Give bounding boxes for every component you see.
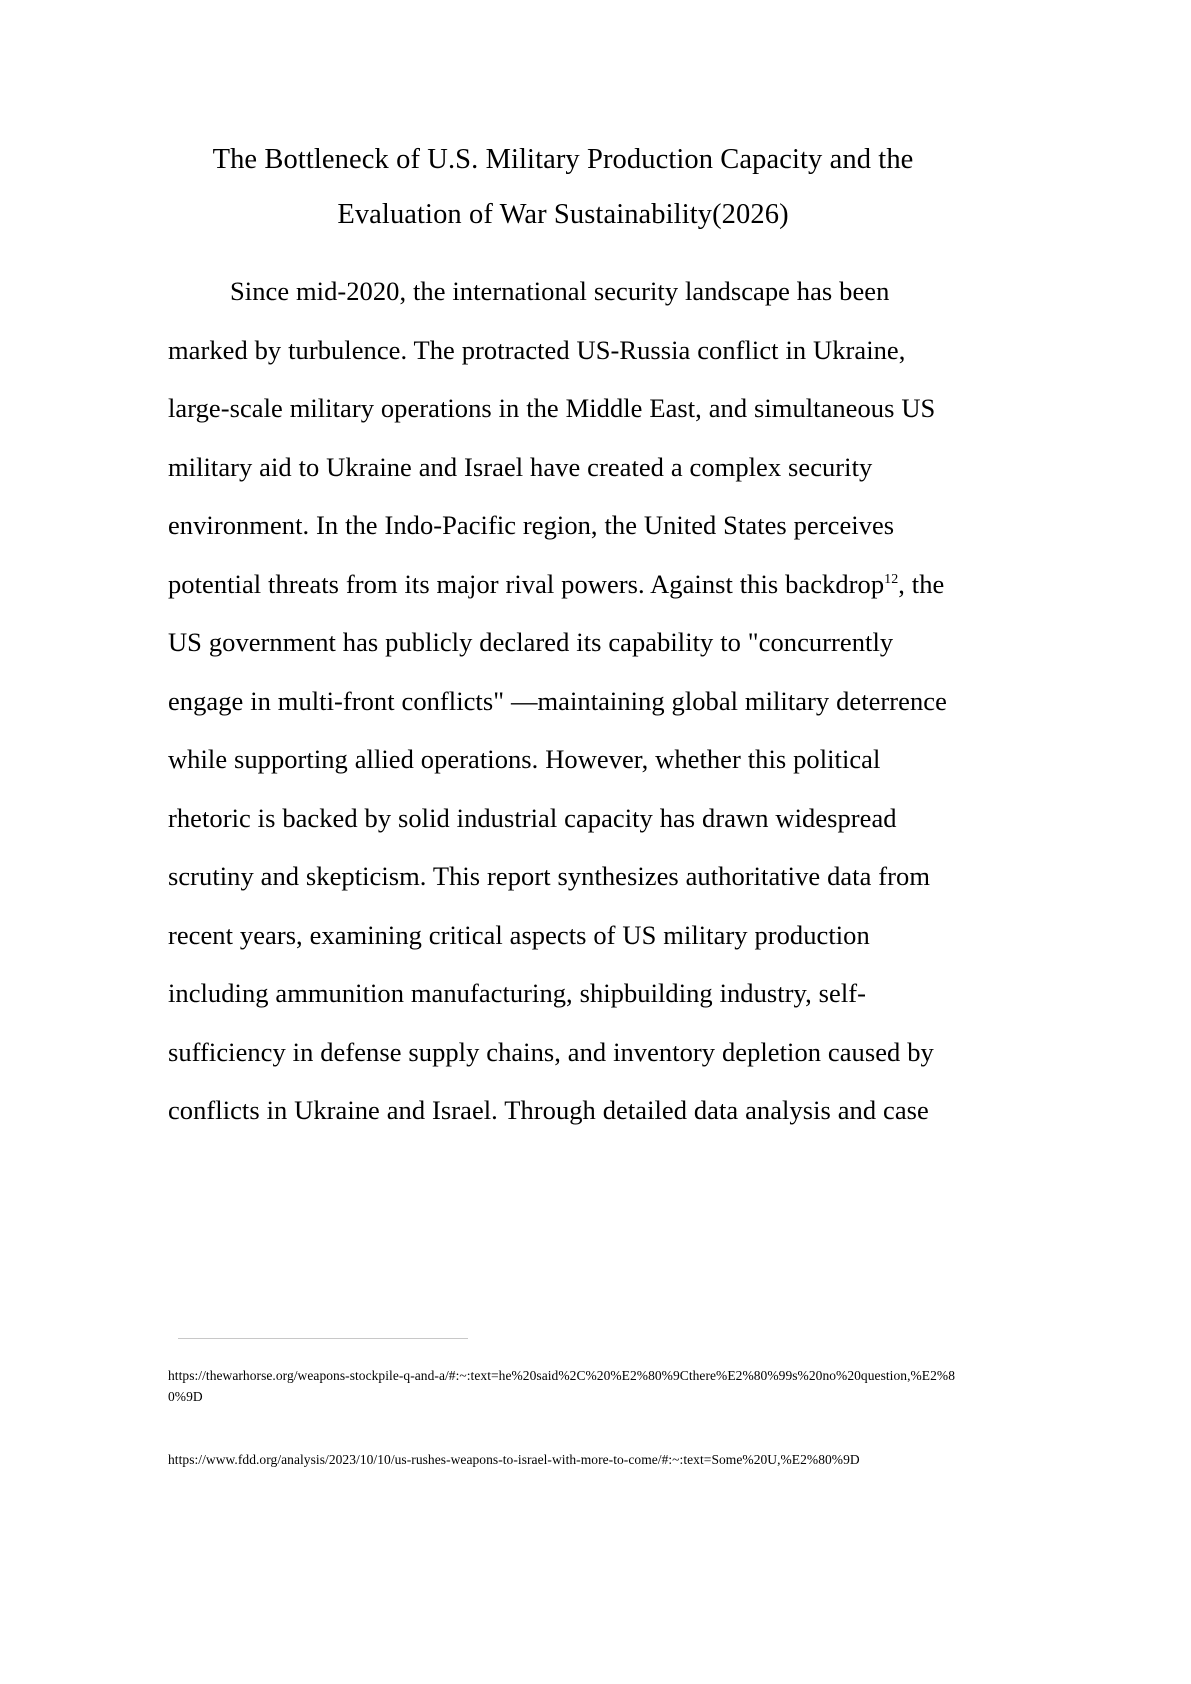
page-title-line-2: Evaluation of War Sustainability(2026) <box>337 199 789 230</box>
footnote-link-2[interactable]: https://www.fdd.org/analysis/2023/10/10/us-rushes-weapons-to-israel-with-more-to-come/#:~:text=Some%20U,%E2%80%9D <box>168 1452 860 1467</box>
body-paragraph-text-part-2: , the US government has publicly declared its capability to "concurrently engage in multi-front conflicts" —maintaining global military deterrence while supporting allied operations. However, whether this political rhetoric is backed by solid industrial capacity has drawn widespread scrutiny and skepticism. This report synthesizes authoritative data from recent years, examining critical aspects of US military production including ammunition manufacturing, shipbuilding industry, self-sufficiency in defense supply chains, and inventory depletion caused by conflicts in Ukraine and Israel. Through detailed data analysis and case <box>168 568 947 1125</box>
footnote-separator <box>178 1338 468 1339</box>
page-title-line-1: The Bottleneck of U.S. Military Production Capacity and the <box>212 144 914 175</box>
footnote-link-1[interactable]: https://thewarhorse.org/weapons-stockpile-q-and-a/#:~:text=he%20said%2C%20%E2%80%9Cthere%E2%80%99s%20no%20question,%E2%80%9D <box>168 1368 955 1404</box>
document-content <box>168 132 958 1140</box>
body-paragraph-text-part-1: Since mid-2020, the international security landscape has been marked by turbulence. The protracted US-Russia conflict in Ukraine, large-scale military operations in the Middle East, and simultaneous US military aid to Ukraine and Israel have created a complex security environment. In the Indo-Pacific region, the United States perceives potential threats from its major rival powers. Against this backdrop <box>168 276 936 599</box>
page-title <box>168 132 958 242</box>
footnote-area <box>168 1338 958 1470</box>
footnote-reference-marker[interactable]: 12 <box>884 571 899 587</box>
body-paragraph <box>168 242 958 1140</box>
